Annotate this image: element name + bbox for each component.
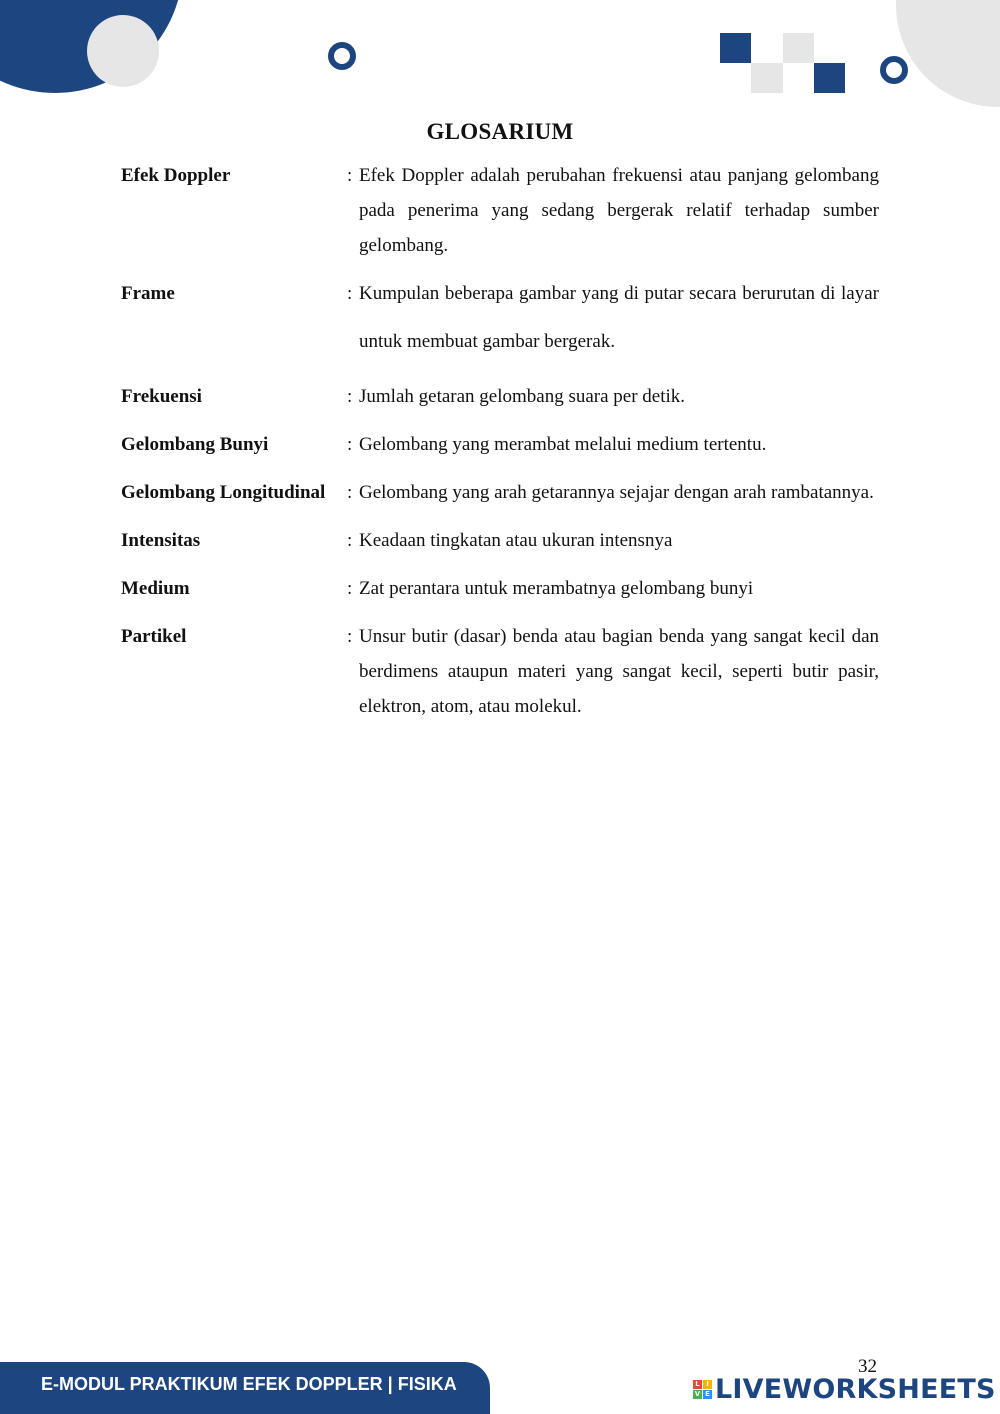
square-gray-2 [751, 63, 783, 93]
glossary-entry [121, 427, 879, 462]
term-separator: : [347, 482, 353, 503]
term-separator: : [347, 530, 353, 551]
glossary-entry [121, 571, 879, 606]
glossary-term: Frekuensi [121, 386, 202, 407]
glossary-definition: Efek Doppler adalah perubahan frekuensi atau panjang gelombang pada penerima yang sedang bergerak relatif terhadap sumber gelombang. [359, 165, 879, 256]
logo-letter: E [703, 1390, 712, 1399]
glossary-list [121, 158, 879, 737]
glossary-definition: Gelombang yang arah getarannya sejajar dengan arah rambatannya. [359, 482, 874, 503]
term-separator: : [347, 434, 353, 455]
glossary-definition: Gelombang yang merambat melalui medium tertentu. [359, 434, 767, 455]
logo-letter: V [694, 1390, 701, 1398]
term-separator: : [347, 626, 353, 647]
glossary-definition: Kumpulan beberapa gambar yang di putar secara berurutan di layar untuk membuat gambar bergerak. [359, 283, 879, 352]
square-blue-2 [814, 63, 845, 93]
blue-ring-right [883, 59, 905, 81]
glossary-definition: Jumlah getaran gelombang suara per detik. [359, 386, 686, 407]
liveworksheets-logo[interactable] [693, 1374, 996, 1405]
top-right-gray-blob [896, 0, 1000, 107]
square-gray-1 [783, 33, 814, 63]
glossary-term: Gelombang Bunyi [121, 434, 269, 455]
term-separator: : [347, 165, 353, 186]
logo-wordmark: LIVEWORKSHEETS [715, 1374, 996, 1405]
logo-letter: I [703, 1380, 712, 1389]
term-separator: : [347, 386, 353, 407]
glossary-term: Partikel [121, 626, 187, 647]
square-blue-1 [720, 33, 751, 63]
glossary-definition: Unsur butir (dasar) benda atau bagian benda yang sangat kecil dan berdimens ataupun materi yang sangat kecil, seperti butir pasir, elektron, atom, atau molekul. [359, 626, 879, 717]
glossary-entry [121, 619, 879, 724]
glossary-term: Efek Doppler [121, 165, 231, 186]
glossary-term: Medium [121, 578, 190, 599]
page-title: GLOSARIUM [426, 119, 574, 144]
term-separator: : [347, 283, 353, 304]
glossary-entry [121, 523, 879, 558]
logo-letter: L [693, 1380, 702, 1389]
glossary-entry [121, 158, 879, 263]
term-separator: : [347, 578, 353, 599]
glossary-entry [121, 475, 879, 510]
glossary-definition: Zat perantara untuk merambatnya gelombang bunyi [359, 578, 754, 599]
glossary-term: Intensitas [121, 530, 201, 551]
blue-ring-left [331, 45, 353, 67]
glossary-definition: Keadaan tingkatan atau ukuran intensnya [359, 530, 673, 551]
footer-label: E-MODUL PRAKTIKUM EFEK DOPPLER | FISIKA [41, 1374, 457, 1394]
glossary-entry [121, 379, 879, 414]
logo-grid-icon [693, 1380, 712, 1399]
glossary-entry [121, 276, 879, 366]
glossary-term: Frame [121, 283, 175, 304]
header-decoration [0, 0, 1000, 110]
top-left-gray-circle [87, 15, 159, 87]
page-number: 32 [858, 1356, 877, 1377]
glossary-term: Gelombang Longitudinal [121, 482, 326, 503]
